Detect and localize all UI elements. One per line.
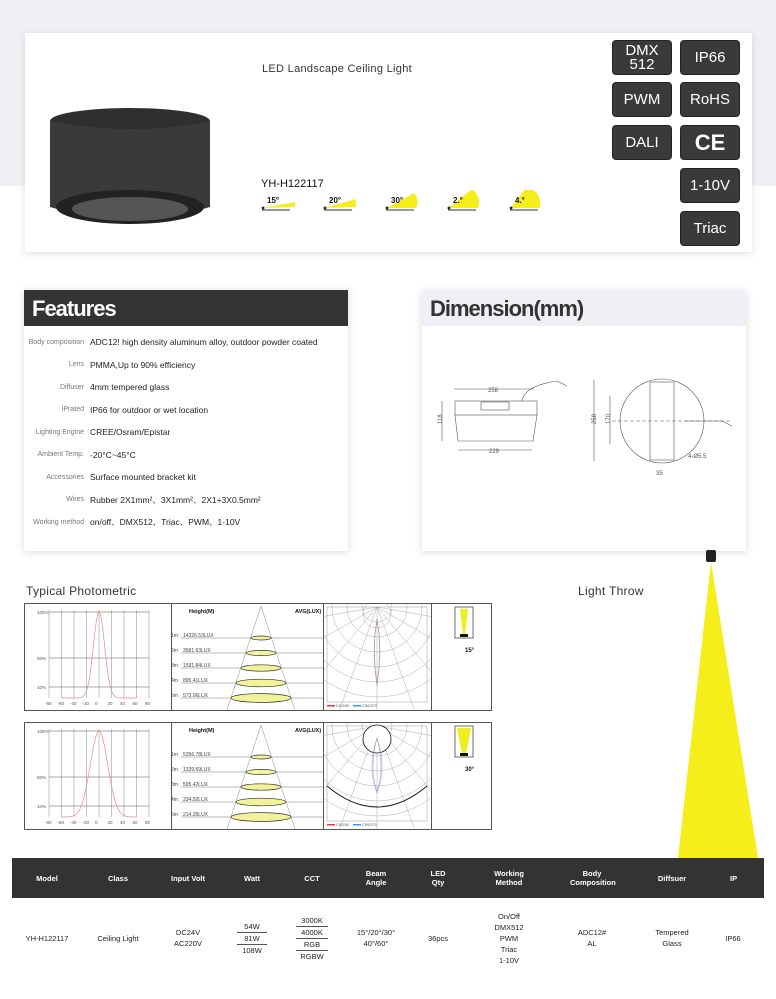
badge-ip66: IP66 <box>680 40 740 75</box>
product-model: YH-H122117 <box>261 178 324 190</box>
lux-value: 1339.69LUX <box>183 767 211 773</box>
badge-1-10v: 1-10V <box>680 168 740 203</box>
intensity-curve-chart <box>25 723 171 829</box>
diffuser-value: Tempered <box>655 928 689 937</box>
beam-icon-15: 15° <box>260 190 300 212</box>
lux-ring <box>251 755 271 759</box>
curve-y-tick: 50% <box>37 775 47 780</box>
volt-value: DC24V <box>175 928 201 937</box>
beam-icon-30: 30° <box>384 190 424 212</box>
feature-row <box>24 399 348 422</box>
cell-ip: IP66 <box>725 933 741 943</box>
method-value: DMX512 <box>494 922 524 932</box>
beam-icon-20: 20° <box>322 190 362 212</box>
feature-key: Diffuser <box>60 383 84 391</box>
lux-ring <box>241 784 281 790</box>
feature-value: -20°C~45°C <box>90 449 136 460</box>
beam-angle-icons <box>260 190 548 212</box>
height-label: 5m <box>171 812 178 818</box>
col-height-label: Height(M) <box>189 728 215 734</box>
cell-volt <box>154 927 222 949</box>
beam-angle-label: 15° <box>465 648 475 654</box>
curve-y-tick: 10% <box>37 685 47 690</box>
height-label: 3m <box>171 663 178 669</box>
watt-value: 108W <box>242 945 262 955</box>
lux-ring <box>236 798 286 806</box>
cct-value: RGBW <box>300 951 324 961</box>
height-label: 4m <box>171 797 178 803</box>
lux-value: 334.92LUX <box>183 797 209 803</box>
curve-x-tick: 40 <box>120 701 126 706</box>
dim-diameter: 258 <box>592 413 598 424</box>
feature-key: Body composition <box>28 338 84 346</box>
dimension-panel <box>422 290 746 551</box>
height-label: 1m <box>171 633 178 639</box>
illuminance-cone <box>171 723 323 829</box>
curve-y-tick: 100% <box>37 610 49 615</box>
beam-angle-icon <box>431 723 493 829</box>
curve-x-tick: 20 <box>107 820 113 825</box>
curve-x-tick: -60 <box>57 701 65 706</box>
curve-x-tick: -20 <box>82 820 90 825</box>
beam-value: 40°/60° <box>363 939 389 948</box>
lux-value: 895.41LUX <box>183 678 209 684</box>
lux-ring <box>231 813 291 822</box>
photometric-panel <box>24 603 492 711</box>
dim-height: 118 <box>438 414 444 424</box>
method-value: Triac <box>500 944 518 954</box>
cct-value: RGB <box>296 939 328 951</box>
dim-inner: 170 <box>606 413 612 424</box>
badge-triac: Triac <box>680 211 740 246</box>
table-header: Beam Angle <box>365 869 387 887</box>
body-value: AL <box>587 939 597 948</box>
badge-rohs: RoHS <box>680 82 740 117</box>
lux-ring <box>231 694 291 703</box>
curve-x-tick: 60 <box>132 701 138 706</box>
curve-x-tick: -60 <box>57 820 65 825</box>
height-label: 3m <box>171 782 178 788</box>
dimension-title: Dimension(mm) <box>422 290 746 326</box>
table-header: Class <box>107 873 128 883</box>
table-row <box>12 898 764 978</box>
cell-body <box>552 927 632 949</box>
feature-value: 4mm tempered glass <box>90 382 170 393</box>
table-header: Watt <box>244 873 260 883</box>
lux-ring <box>241 665 281 671</box>
col-lux-label: AVG(LUX) <box>295 609 322 615</box>
lux-value: 14326.53LUX <box>183 633 214 639</box>
table-header: Model <box>36 873 58 883</box>
dimension-drawing <box>422 326 746 551</box>
method-value: 1-10V <box>498 955 519 965</box>
legend-c0: C0/180 <box>336 703 349 708</box>
lux-value: 1591.84LUX <box>183 663 211 669</box>
feature-value: Rubber 2X1mm²、3X1mm²、2X1+3X0.5mm² <box>90 494 261 505</box>
curve-x-tick: 60 <box>132 820 138 825</box>
feature-row <box>24 421 348 444</box>
curve-x-tick: 0 <box>95 820 98 825</box>
feature-row <box>24 444 348 467</box>
feature-value: on/off、DMX512、Triac、PWM、1-10V <box>90 517 241 528</box>
curve-x-tick: -20 <box>82 701 90 706</box>
cell-model: YH-H122117 <box>25 933 69 943</box>
table-header: Body Composition <box>570 869 616 887</box>
cell-watt <box>222 921 282 956</box>
table-header: IP <box>730 873 738 883</box>
beam-value: 15°/20°/30° <box>356 928 396 937</box>
col-height-label: Height(M) <box>189 609 215 615</box>
feature-key: Wires <box>66 496 84 504</box>
curve-x-tick: -40 <box>70 820 77 825</box>
lux-ring <box>251 636 271 640</box>
curve-y-tick: 100% <box>37 729 49 734</box>
feature-row <box>24 489 348 512</box>
table-header: CCT <box>304 873 320 883</box>
feature-row <box>24 331 348 354</box>
photometric-panel <box>24 722 492 830</box>
lux-value: 595.42LUX <box>183 782 209 788</box>
lux-value: 214.35LUX <box>183 812 209 818</box>
feature-key: Accessories <box>46 473 84 481</box>
lux-ring <box>236 679 286 687</box>
spec-table <box>12 858 764 978</box>
beam-icon-40: 2.° <box>446 190 486 212</box>
dim-bracket: 35 <box>656 471 663 477</box>
curve-x-tick: -80 <box>45 820 52 825</box>
feature-key: Lighting Engine <box>35 428 84 436</box>
dim-top-width: 258 <box>488 388 499 394</box>
curve-x-tick: 80 <box>145 820 151 825</box>
beam-icon-60: 4.° <box>508 190 548 212</box>
feature-key: Lens <box>68 361 84 369</box>
lux-value: 573.06LUX <box>183 693 209 699</box>
cell-diffuser <box>632 927 712 949</box>
height-label: 2m <box>171 648 178 654</box>
features-panel <box>24 290 348 551</box>
beam-angle-label: 30° <box>465 767 475 773</box>
volt-value: AC220V <box>174 939 202 948</box>
polar-diagram <box>323 723 431 829</box>
polar-diagram <box>323 604 431 710</box>
intensity-curve-chart <box>25 604 171 710</box>
curve-x-tick: 40 <box>120 820 126 825</box>
method-value: PWM <box>499 933 519 943</box>
feature-value: CREE/Osram/Epistar <box>90 427 171 438</box>
badge-dmx512: DMX 512 <box>612 40 672 75</box>
height-label: 2m <box>171 767 178 773</box>
badge-pwm: PWM <box>612 82 672 117</box>
table-header: LED Qty <box>430 869 446 887</box>
lux-ring <box>246 769 276 774</box>
feature-value: IP66 for outdoor or wet location <box>90 404 209 415</box>
badge-dali: DALI <box>612 125 672 160</box>
watt-value: 81W <box>237 933 267 945</box>
height-label: 4m <box>171 678 178 684</box>
curve-x-tick: -40 <box>70 701 77 706</box>
table-header: Working Method <box>494 869 524 887</box>
cell-method <box>466 911 552 966</box>
cell-cct <box>282 915 342 962</box>
feature-row <box>24 376 348 399</box>
product-title: LED Landscape Ceiling Light <box>262 63 412 75</box>
feature-row <box>24 354 348 377</box>
features-title: Features <box>24 290 348 326</box>
curve-x-tick: -80 <box>45 701 52 706</box>
curve-x-tick: 20 <box>107 701 113 706</box>
feature-value: Surface mounted bracket kit <box>90 472 196 483</box>
dim-holes: 4-Ø5.5 <box>688 454 707 460</box>
illuminance-cone <box>171 604 323 710</box>
table-header-row <box>12 858 764 898</box>
curve-x-tick: 80 <box>145 701 151 706</box>
feature-row <box>24 466 348 489</box>
curve-y-tick: 10% <box>37 804 47 809</box>
feature-key: Ambient Temp. <box>37 451 84 459</box>
feature-key: Working method <box>33 518 84 526</box>
lux-ring <box>246 650 276 655</box>
badge-ce: CE <box>680 125 740 160</box>
height-label: 1m <box>171 752 178 758</box>
method-value: On/Off <box>498 911 520 921</box>
feature-value: ADC12! high density aluminum alloy, outdoor powder coated <box>90 337 318 348</box>
photometric-title: Typical Photometric <box>26 584 137 598</box>
lux-value: 5356.78LUX <box>183 752 211 758</box>
col-lux-label: AVG(LUX) <box>295 728 322 734</box>
lux-value: 3581.63LUX <box>183 648 211 654</box>
legend-c90: C90/270 <box>362 703 378 708</box>
feature-value: PMMA,Up to 90% efficiency <box>90 359 196 370</box>
legend-c0: C0/180 <box>336 822 349 827</box>
beam-angle-icon <box>431 604 493 710</box>
legend-c90: C90/270 <box>362 822 378 827</box>
curve-x-tick: 0 <box>95 701 98 706</box>
diffuser-value: Glass <box>662 939 682 948</box>
watt-value: 54W <box>237 921 267 933</box>
feature-key: IPrated <box>61 406 84 414</box>
dim-bottom-width: 229 <box>489 449 500 455</box>
cell-qty: 36pcs <box>427 933 448 943</box>
features-list <box>24 326 348 534</box>
cell-beam <box>342 927 410 949</box>
table-header: Input Volt <box>170 873 206 883</box>
table-header: Diffsuer <box>657 873 687 883</box>
light-throw-title: Light Throw <box>578 584 644 598</box>
light-throw-beam <box>676 550 760 860</box>
cct-value: 4000K <box>296 927 328 939</box>
feature-row <box>24 511 348 534</box>
body-value: ADC12# <box>577 928 607 937</box>
height-label: 5m <box>171 693 178 699</box>
curve-y-tick: 50% <box>37 656 47 661</box>
cell-class: Ceiling Light <box>97 933 139 943</box>
cct-value: 3000K <box>296 915 328 927</box>
ceiling-light-image <box>48 107 213 232</box>
